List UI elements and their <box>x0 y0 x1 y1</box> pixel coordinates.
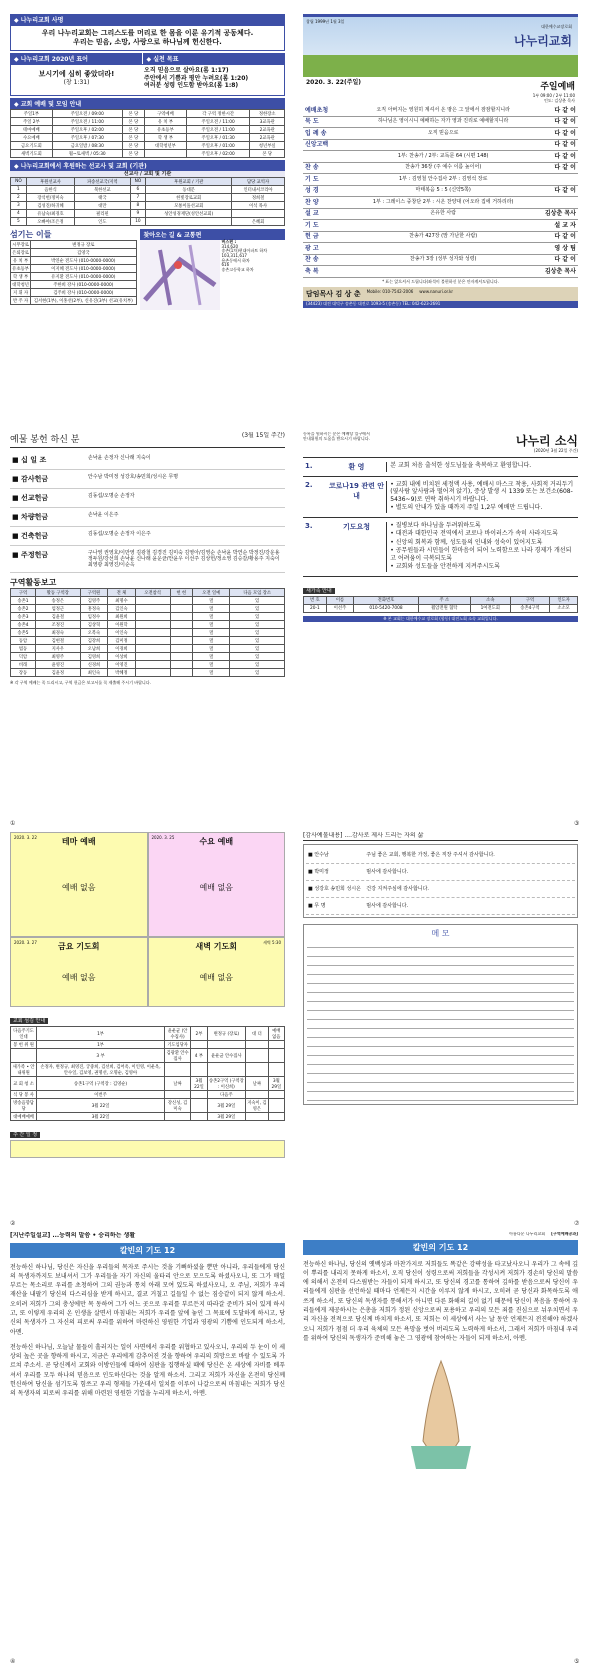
table-row: 5 오빠야/조은정 인도 10 은혜회 <box>11 218 285 226</box>
mission-table <box>10 177 285 226</box>
memo-line <box>307 1047 574 1056</box>
group-report-table <box>10 588 285 677</box>
staff-title: 섬기는 이들 <box>10 230 52 240</box>
order-item: 광 고 영 상 팀 <box>303 243 578 255</box>
order-item: 입 례 송 오직 믿음으로 다 같 이 <box>303 128 578 140</box>
table-row: 비래 윤영진 신경희 이영진 멀 있 <box>11 661 285 669</box>
pastor-bar: 담임목사 김 상 춘 Mobile: 010-7542-2006 www.nanuri.or.kr <box>303 287 578 301</box>
news-item: 3. 기도요청 • 질병보다 하나님을 두려워하도록 • 대전과 대한민국 전역에서 코로나 바이러스가 속히 사라지도록 • 신앙의 회복과 함께, 성도들의 인내와 성숙이 있어지도록 • 공무원들과 시민들이 한마음이 되어 노력함으로 나라 경제가 개선되고 어려움이 극복되도록 • 교회와 성도들을 안전하게 지켜주시도록 <box>303 518 578 577</box>
table-row: 3 김성진/하귀혜 대만 8 모퉁이돌선교회 이석 목사 <box>11 202 285 210</box>
order-item: 묵 도 하나님은 영이시니 예배하는 자가 영과 진리로 예배할지니라 다 같 이 <box>303 117 578 129</box>
news-list <box>303 457 578 577</box>
memo-line <box>307 1011 574 1020</box>
order-item: 찬 송 찬송가 36장 (주 예수 이름 높이어) 다 같 이 <box>303 163 578 175</box>
table-row: 송촌5 최경숙 오복숙 이인숙 멀 있 <box>11 629 285 637</box>
offering-row: ■ 건축헌금 김동섭/오명순 손정자 이은주 <box>10 527 285 546</box>
bus-info: 버스편 : 314,620 송촌(1차)현대아파트 하차 103,311,617 용촌동에서 하차 616 송촌고등학교 하차 <box>221 239 268 272</box>
memo-line <box>307 948 574 957</box>
order-item: 기 도 설 교 자 <box>303 220 578 232</box>
table-row: 주일1부 주일오전 / 09:00 본 당 구역예배 각 구역 정한시간 정한장소 <box>11 110 285 118</box>
fri-prayer-box: 2020. 3. 27 금요 기도회 예배 없음 <box>10 937 148 1007</box>
order-item: 신앙고백 다 같 이 <box>303 140 578 152</box>
offering-row: ■ 차량헌금 손낙윤 이은주 <box>10 508 285 527</box>
table-row: 주일 2부 주일오전 / 11:00 본 당 유 치 부 주일오전 / 11:00 3교육관 <box>11 118 285 126</box>
table-row: 유초등부 이지혜 전도사 (010-0000-0000) <box>11 265 137 273</box>
thanks-row: ■ 무 명 범사에 감사합니다. <box>306 898 575 915</box>
table-row: 4 유남숙/최경호 필리핀 9 성안성경재단(성안선교회) <box>11 210 285 218</box>
memo-line <box>307 1029 574 1038</box>
serve-table <box>10 1026 285 1121</box>
order-item: 1부: 찬송가 / 2부: 교독문 64 (시편 148) 다 같 이 <box>303 151 578 163</box>
table-row: 장동 김윤정 최인숙 박혜정 멀 있 <box>11 669 285 677</box>
dawn-prayer-box: 새벽 5:30 새벽 기도회 예배 없음 <box>148 937 286 1007</box>
memo-line <box>307 966 574 975</box>
page-mission-info: ◆ 나누리교회 사명 우리 나누리교회는 그리스도를 머리로 한 몸을 이룬 유기적 공동체다. 우리는 믿음, 소망, 사랑으로 하나님께 헌신한다. ◆ 나누리교회 2020년 표어 ◆ 실천 목표 보시기에 심히 좋았더라! (창 1:31) 오직 믿음으로 살아요(롬 1:17) 주안에서 기쁨과 평안 누려요(롬 1:20) 여러분 성령 인도함 받아요(롬 1:8) ◆ 교회 예배 및 모임 안내 주일1부 주일오전 / 09:00 본 당 구역예배 각 구역 정한시간 정한장소 주일 2부 주일오전 / 11:00 본 당 유 치 부 주일오전 / 11:00 3교육관 테마예배 주일오후 / 02:00 본 당 유초등부 주일오전 / 11:00 2교육관 수요예배 주일오후 / 07:30 본 당 학 생 부 주일오후 / 01:30 2교육관 금요기도회 금요일밤 / 08:30 본 당 대학청년부 주일오후 / 01:00 청년부실 새벽기도회 월~토새벽 / 05:30 본 당 주일오후 / 02:00 본 당 ◆ 나누리교회에서 후원하는 선교사 및 교회 (기관) 선교사 / 교회 및 기관 NO 후원선교사 파송선교국/지역 NO 후원교회 / 기관 담당 교역자 1 음한식 북한선교 6 동대문 인터내셔코리아 2 장석헌/정미숙 태국 7 한빛장로교회 정희철 3 김성진/하귀혜 대만 8 모퉁이돌선교회 이석 목사 4 유남숙/최경호 필리핀 9 성안성경재단(성안선교회) 5 오빠야/조은정 인도 10 은혜회 섬기는 이들 시무장로 변정규 장로 은퇴장로 김영국 유 치 부 박연순 전도사 (010-0000-0000) 유초등부 이지혜 전도사 (010-0000-0000) 학 생 부 유지환 전도사 (010-0000-0000) 대학청년 주한희 강사 (010-0000-0000) 지 휘 자 김주희 강사 (010-0000-0000) 반 주 자 김서현(1부), 이홍선(2부), 신유진(3부) 선교(유치부) 찾아오는 길 & 교통편 버스편 : 314,620 송촌(1차)현대아파트 하차 103,311,617 용촌동에서 하차 616 송촌고등학교 하차 <box>10 14 285 409</box>
table-row: 새벽기도회 월~토새벽 / 05:30 본 당 주일오후 / 02:00 본 당 <box>11 150 285 158</box>
table-row: 2 장석헌/정미숙 태국 7 한빛장로교회 정희철 <box>11 194 285 202</box>
memo-line <box>307 1038 574 1047</box>
page-worship-order: 창립 1999년 1월 3일 대한예수교장로회 나누리교회 2020. 3. 22(주일) 주일예배 1부 09:00 / 2부 11:00 인도: 김상춘 목사 예배초청 오직 아버지는 영원히 계셔서 온 땅은 그 앞에서 잠잠할지니라 다 같 이 묵 도 하나님은 영이시니 예배하는 자가 영과 진리로 예배할지니라 다 같 이 입 례 송 오직 믿음으로 다 같 이 신앙고백 다 같 이 1부: 찬송가 / 2부: 교독문 64 (시편 148) 다 같 이 찬 송 찬송가 36장 (주 예수 이름 높이어) 다 같 이 기 도 1부 : 김영철 안수집사 2부 : 김영석 장로 성 경 마태복음 5 : 5 (신약5쪽) 다 같 이 찬 양 1부 : 그레이스 중창단 2부 : 시온 찬양대 (어오라 집에 거하리라) 설 교 온유한 사람 김상춘 목사 기 도 설 교 자 헌 금 찬송가 427장 (맘 가난한 사람) 다 같 이 광 고 영 상 팀 찬 송 찬송가 3장 (성부 성자와 성령) 다 같 이 축 복 김상춘 목사 * 표는 앉으셔서 드립니다(좌석이 불편하신 분은 안자계셔도됩니다. 담임목사 김 상 춘 Mobile: 010-7542-2006 www.nanuri.or.kr (34423) 대전 대덕구 송촌동 대전로 1093-5 (송촌동) TEL: 042-623-2691 <box>303 14 578 409</box>
table-row: 반 주 자 김서현(1부), 이홍선(2부), 신유진(3부) 선교(유치부) <box>11 297 137 305</box>
table-row: 법동 지사우 오남희 이경희 멀 있 <box>11 645 285 653</box>
memo-line <box>307 984 574 993</box>
year-motto: 보시기에 심히 좋았더라! (창 1:31) <box>38 70 115 87</box>
table-row: 송촌1 송정은 김영주 최명수 멀 있 <box>11 597 285 605</box>
goal-list: 오직 믿음으로 살아요(롬 1:17) 주안에서 기쁨과 평안 누려요(롬 1:20) 여러분 성령 인도함 받아요(롬 1:8) <box>144 67 249 90</box>
table-row: 유 치 부 박연순 전도사 (010-0000-0000) <box>11 257 137 265</box>
table-row: 3 부 김광환 안수집사 4 부 윤운균 안수집사 <box>11 1049 285 1063</box>
order-item: 예배초청 오직 아버지는 영원히 계셔서 온 땅은 그 앞에서 잠잠할지니라 다 같 이 <box>303 105 578 117</box>
offering-list <box>10 451 285 573</box>
order-item: 찬 양 1부 : 그레이스 중창단 2부 : 시온 찬양대 (어오라 집에 거하리라) <box>303 197 578 209</box>
memo-line <box>307 1002 574 1011</box>
news-item: 2. 코로나19 관련 안내 • 교회 내에 비치된 세정액 사용, 예배시 마스크 착용, 사회적 거리두기(옆사람 앞사람과 떨어져 앉기), 증상 발생 시 1339 또는 보건소(608-5436~9)로 연락 취하시기 바랍니다. • 별도의 안내가 있을 때까지 주일 1,2부 예배만 드립니다. <box>303 477 578 518</box>
order-item: 설 교 온유한 사람 김상춘 목사 <box>303 209 578 221</box>
memo-line <box>307 993 574 1002</box>
table-row: 봉 헌 위 원 1부 기도입당자 <box>11 1041 285 1049</box>
table-row: 교 회 청 소 송촌1구역 (구역장 : 김영순) 날짜 3월 22일 송촌2구역 (구역장 : 이신희) 날짜 3월 29일 <box>11 1077 285 1091</box>
table-row: 수요예배 주일오후 / 07:30 본 당 학 생 부 주일오후 / 01:30 2교육관 <box>11 134 285 142</box>
newcomer-table <box>303 596 578 613</box>
table-row: 대예배예배 3월 22일 3월 29일 <box>11 1113 285 1121</box>
news-item: 1. 환 영 본 교회 처음 출석한 성도님들을 축복하고 환영합니다. <box>303 458 578 477</box>
thanks-row: ■ 안수남 주님 좋은 교회, 행복한 가정, 좋은 직장 주셔서 감사합니다. <box>306 847 575 864</box>
thanks-row: ■ 성강호 송민희 성시온 건강 지켜주심에 감사합니다. <box>306 881 575 898</box>
memo-line <box>307 1020 574 1029</box>
table-row: 식 당 봉 사 이번주 다음주 <box>11 1091 285 1099</box>
memo-line <box>307 975 574 984</box>
table-row: 지 휘 자 김주희 강사 (010-0000-0000) <box>11 289 137 297</box>
table-header: 번 호 이름 전화번호 주 소 소속 구역 인도자 <box>304 596 578 604</box>
header-banner: 창립 1999년 1월 3일 대한예수교장로회 나누리교회 <box>303 17 578 77</box>
vision-text: 우리 나누리교회는 그리스도를 머리로 한 몸을 이룬 유기적 공동체다. 우리는 믿음, 소망, 사랑으로 하나님께 헌신한다. <box>10 25 285 51</box>
order-item: 축 복 김상춘 목사 <box>303 266 578 278</box>
table-row: 은퇴장로 김영국 <box>11 249 137 257</box>
table-row: 시무장로 변정규 장로 <box>11 241 137 249</box>
table-header: 구역 활동 구역장 구역원 전 체 오전참석 헌 헌 오전 일예 다음 모임 장소 <box>11 589 285 597</box>
table-row: 금요기도회 금요일밤 / 08:30 본 당 대학청년부 주일오후 / 01:00 청년부실 <box>11 142 285 150</box>
logo: 나누리교회 <box>514 33 572 48</box>
wed-service-box: 2020. 3. 25 수요 예배 예배 없음 <box>148 832 286 937</box>
memo-line <box>307 939 574 948</box>
page-prayer-left: [지난주일설교] ...능력의 말씀 • 승리하는 생활 칼빈의 기도 12 전능하신 하나님, 당신은 자신을 우리들의 목자로 주시는 것을 기뻐하셨을 뿐만 아니라, 우리들에게 당신의 독생자까지도 보내셔서 그가 우리들을 자기 자신의 울타리 안으로 모으도록 하셨사오니, 또 그가 매일 부르는 목소리로 우리를 초청하여 그의 권능과 통치 아래 모여 있도록 하셨사오니, 오 주님, 저희가 우리 재산을 내팔기 당신의 다스리심을 받게 하시고, 결코 거칠고 길들일 수 없는 짐승같이 되지 않게 하소서. 오히려 저희가 그의 충성에만 목 동하여 그가 어느 곳으로 우리를 부르든지 따라갈 준비가 되어 있게 하시고, 또 이렇게 우리의 온 인생을 살면서 마침내는 저희가 우리를 앞에 놓인 그 목표에 도달하게 하시고, 당신의 독생자가 그 자신의 피로써 우리를 위하여 마련하신 영원한 기업과 영광의 기쁨에 인도되게 하소서, 아멘. 전능하신 하나님, 오늘날 물들이 흘러지는 일이 사면에서 우리를 위협하고 있사오니, 우리의 두 눈이 이 세상의 높은 곳을 향하게 하시고, 지금은 우리에게 감추어진 것을 향하여 우리의 희망으로 바랄 수 있도록 가르쳐 주소서. 곧 당신께서 교회와 이방인들에 대하여 심판을 집행하실 때에 당신은 온 세상에 자비를 베푸셔서 우리를 모두 하나의 믿음으로 인도하신다는 것을 알게 하소서. 그리고 저희가 자신을 온전히 당신께 헌신하여 당신을 섬기도록 힘쓰고 우리 형제들 가운데서 일치를 이루어 나갈으로써 마침내는 저희가 당신의 독생자의 피로써 우리를 위해 마련된 영원한 기업을 누리게 하소서, 아멘. <box>10 1232 285 1398</box>
offering-row: ■ 십 일 조 손낙윤 손정자 신나래 지숙이 <box>10 451 285 470</box>
table-row: 테마예배 주일오후 / 02:00 본 당 유초등부 주일오전 / 11:00 2교육관 <box>11 126 285 134</box>
memo-line <box>307 957 574 966</box>
thanks-list <box>303 844 578 918</box>
memo-line <box>307 1083 574 1092</box>
memo-line <box>307 1092 574 1101</box>
page-prayer-right: 아름다운 나누리교회 [구역예배공과] 칼빈의 기도 12 전능하신 하나님, 당신의 옛백성과 마찬가지로 저희들도 똑같은 강퍅성을 타고났사오니 우리가 그 속에 깊이 뿌리를 내리지 못하게 하소서, 오직 당신이 성령으로써 저희들을 각성시켜 저희가 경손히 당신의 말씀에 의해서 온전히 다스림받는 자들이 되게 하시고, 또 당신의 경고를 통하여 깊하를 받음으로써 당신이 우리들에게 심판을 선언하실 때마다 언제든지 시간을 이루지 않게 하시고, 오히려 곧 당신과 화목하도록 애쓰게 하소서, 또 당신의 독생자를 통해서가 아니면 다른 화해의 길이 없기 때문에 당신이 복음을 통하여 우리들에게 제공하시는 은총을 저희가 정된 신앙으로써 포용하고 우리의 모든 죄를 진심으로 뉘우치면서 우리 자신을 전적으로 당신께 바치게 하소서, 또 저희는 이 세상에서 사는 날 동안 언제든지 전진해야 하겠사오니 저희가 점점 더 우리 육체의 모든 욕망을 벗어 버리도록 노력하게 하소서, 그래서 저희가 마침내 우리를 위하여 당신의 독생자가 준비해 놓은 그 영광에 참여하는 자들이 되게 하소서, 아멘. <box>303 1232 578 1657</box>
table-row: 동암 김현철 김강희 김미정 멀 있 <box>11 637 285 645</box>
offering-row: ■ 선교헌금 김동섭/오명순 손정자 <box>10 489 285 508</box>
table-row: 다음주기도인대 1부 윤운균 (안수집사) 2부 변정규 (장로) 대 더 예배 없음 <box>11 1027 285 1041</box>
memo-line <box>307 1065 574 1074</box>
theme-service-box: 2020. 3. 22 테마 예배 예배 없음 <box>10 832 148 937</box>
worship-table <box>10 109 285 158</box>
memo-line <box>307 1074 574 1083</box>
page-services: 2020. 3. 22 테마 예배 예배 없음 2020. 3. 25 수요 예배 예배 없음 2020. 3. 27 금요 기도회 예배 없음 새벽 5:30 새벽 기도회 예배 없음 교회 섬김 안내 다음주기도인대 1부 윤운균 (안수집사) 2부 변정규 (장로) 대 더 예배 없음 봉 헌 위 원 1부 기도입당자 3 부 김광환 안수집사 4 부 윤운균 안수집사 새가족 • 안내위원 손정자, 변정규, 최영진, 궁중희, 김선희, 김어옥, 이인영, 이운옥, 안수일, 김보영, 권명선, 오명순, 김영아 교 회 청 소 송촌1구역 (구역장 : 김영순) 날짜 3월 22일 송촌2구역 (구역장 : 이신희) 날짜 3월 29일 식 당 봉 사 이번주 다음주 방송음향담당 3월 22일 강신성, 김미숙 3월 29일 지숙이, 김영은 대예배예배 3월 22일 3월 29일 주 간 일 정 <box>10 832 285 1217</box>
memo-box: 메 모 <box>303 924 578 1105</box>
order-item: 성 경 마태복음 5 : 5 (신약5쪽) 다 같 이 <box>303 186 578 198</box>
page-offerings: 예물 봉헌 하신 분 (3월 15일 주간) ■ 십 일 조 손낙윤 손정자 신나래 지숙이 ■ 감사헌금 안수남 박미정 성강호/송민희/성시온 무명 ■ 선교헌금 김동섭/오명순 손정자 ■ 차량헌금 손낙윤 이은주 ■ 건축헌금 김동섭/오명순 손정자 이은주 ■ 주정헌금 구나영 권영호/이만영 김광철 김경진 김미숙 김영아/김영순 손낙윤 박연순 박정진/강운용 정두원/강선희 손낙윤 신나래 윤운균/안윤우 이선주 김상헌/정소영 김승갈/황용주 지숙이 최영광 최영진/이순옥 구역활동보고 구역 활동 구역장 구역원 전 체 오전참석 헌 헌 오전 일예 다음 모임 장소 송촌1 송정은 김영주 최명수 멀 있 송촌2 엄정근 홍정숙 김인숙 멀 있 송촌3 김윤철 임정수 최원희 멀 있 송촌4 조정진 김상혁 이원학 멀 있 송촌5 최경숙 오복숙 이인숙 멀 있 동암 김현철 김강희 김미정 멀 있 법동 지사우 오남희 이경희 멀 있 덕암 최영주 김영희 이상희 멀 있 비래 윤영진 신경희 이영진 멀 있 장동 김윤정 최인숙 박혜정 멀 있 ※ 각 구역 예배는 꼭 드리시고, 구역 헌금은 보고서를 꼭 제출해 주시기 바랍니다. <box>10 432 285 685</box>
table-row: 새가족 • 안내위원 손정자, 변정규, 최영진, 궁중희, 김선희, 김어옥, 이인영, 이운옥, 안수일, 김보영, 권명선, 오명순, 김영아 <box>11 1063 285 1077</box>
church-map <box>140 240 220 310</box>
table-row: 송촌4 조정진 김상혁 이원학 멀 있 <box>11 621 285 629</box>
table-header: NO 후원선교사 파송선교국/지역 NO 후원교회 / 기관 담당 교역자 <box>11 178 285 186</box>
order-item: 찬 송 찬송가 3장 (성부 성자와 성령) 다 같 이 <box>303 255 578 267</box>
table-row: 송촌2 엄정근 홍정숙 김인숙 멀 있 <box>11 605 285 613</box>
praying-hands-icon <box>381 1351 501 1471</box>
table-row: 송촌3 김윤철 임정수 최원희 멀 있 <box>11 613 285 621</box>
memo-line <box>307 1056 574 1065</box>
offering-row: ■ 주정헌금 구나영 권영호/이만영 김광철 김경진 김미숙 김영아/김영순 손낙윤 박연순 박정진/강운용 정두원/강선희 손낙윤 신나래 윤운균/안윤우 이선주 김상헌/정소영 김승갈/황용주 지숙이 최영광 최영진/이순옥 <box>10 546 285 573</box>
thanks-row: ■ 박미정 범사에 감사합니다. <box>306 864 575 881</box>
table-row: 1 음한식 북한선교 6 동대문 인터내셔코리아 <box>11 186 285 194</box>
staff-table <box>10 240 137 305</box>
map-title: 찾아오는 길 & 교통편 <box>140 229 286 240</box>
vision-header: ◆ 나누리교회 사명 <box>10 14 285 25</box>
order-item: 기 도 1부 : 김영철 안수집사 2부 : 김영석 장로 <box>303 174 578 186</box>
page-news: 등록을 원하시는 분은 예배당 입구에서 안내위원의 도움을 받으시기 바랍니다. 나누리 소식 (2020년 3월 22일 주간) 1. 환 영 본 교회 처음 출석한 성도님들을 축복하고 환영합니다. 2. 코로나19 관련 안내 • 교회 내에 비치된 세정액 사용, 예배시 마스크 착용, 사회적 거리두기(옆사람 앞사람과 떨어져 앉기), 증상 발생 시 1339 또는 보건소(608-5436~9)로 연락 취하시기 바랍니다. • 별도의 안내가 있을 때까지 주일 1,2부 예배만 드립니다. 3. 기도요청 • 질병보다 하나님을 두려워하도록 • 대전과 대한민국 전역에서 코로나 바이러스가 속히 사라지도록 • 신앙의 회복과 함께, 성도들의 인내와 성숙이 있어지도록 • 공무원들과 시민들이 한마음이 되어 노력함으로 나라 경제가 개선되고 어려움이 극복되도록 • 교회와 성도들을 안전하게 지켜주시도록 새가족 안내 번 호 이름 전화번호 주 소 소속 구역 인도자 20-1 이선주 010-5420-7008 월암전원 협탁 1여전도회 송촌4구역 소소모 ※ 본 교회는 대한예수교 장로회 (합동) 대전노회 소속 교회입니다. <box>303 432 578 621</box>
table-row: 학 생 부 유지환 전도사 (010-0000-0000) <box>11 273 137 281</box>
table-row: 덕암 최영주 김영희 이상희 멀 있 <box>11 653 285 661</box>
offering-row: ■ 감사헌금 안수남 박미정 성강호/송민희/성시온 무명 <box>10 470 285 489</box>
table-row: 20-1 이선주 010-5420-7008 월암전원 협탁 1여전도회 송촌4구역 소소모 <box>304 604 578 612</box>
worship-order-list <box>303 105 578 278</box>
weekly-schedule <box>10 1140 285 1158</box>
page-thanks-memo: [감사예물내용] ....감사로 제사 드리는 자의 삶 ■ 안수남 주님 좋은 교회, 행복한 가정, 좋은 직장 주셔서 감사합니다. ■ 박미정 범사에 감사합니다. ■ 성강호 송민희 성시온 건강 지켜주심에 감사합니다. ■ 무 명 범사에 감사합니다. 메 모 <box>303 832 578 1217</box>
table-row: 대학청년 주한희 강사 (010-0000-0000) <box>11 281 137 289</box>
table-row: 방송음향담당 3월 22일 강신성, 김미숙 3월 29일 지숙이, 김영은 <box>11 1099 285 1113</box>
order-item: 헌 금 찬송가 427장 (맘 가난한 사람) 다 같 이 <box>303 232 578 244</box>
